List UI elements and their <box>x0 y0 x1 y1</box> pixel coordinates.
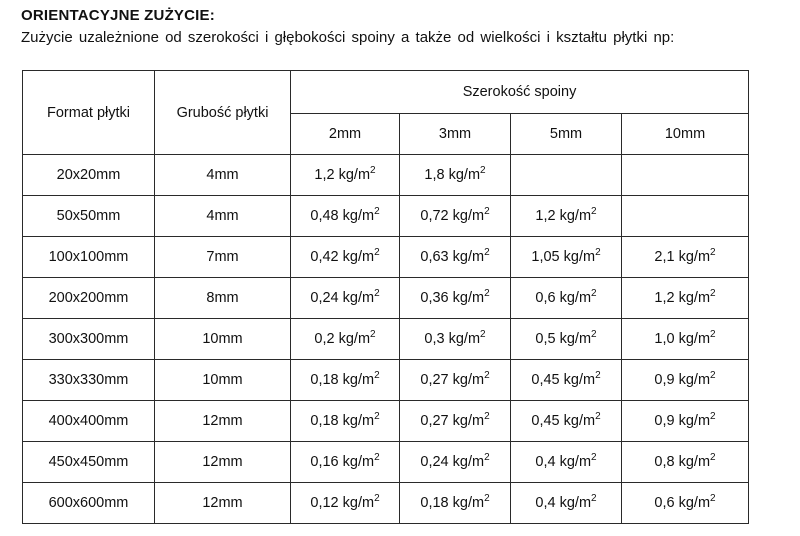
header-width-10mm: 10mm <box>622 114 749 155</box>
cell-consumption <box>291 319 400 360</box>
cell-consumption <box>622 237 749 278</box>
cell-consumption <box>400 319 511 360</box>
consumption-value: 0,18 <box>420 495 449 511</box>
cell-consumption <box>622 196 749 237</box>
cell-consumption <box>511 278 622 319</box>
unit-exponent: 2 <box>374 411 380 422</box>
cell-thickness: 10mm <box>155 360 291 401</box>
cell-format: 100x100mm <box>23 237 155 278</box>
consumption-value: 1,05 <box>531 249 560 265</box>
consumption-value: 0,3 <box>424 331 445 347</box>
consumption-value: 0,24 <box>420 454 449 470</box>
consumption-unit: kg/m <box>338 331 371 347</box>
consumption-value: 1,8 <box>424 167 445 183</box>
consumption-value: 0,12 <box>310 495 339 511</box>
unit-exponent: 2 <box>480 329 486 340</box>
consumption-value: 1,0 <box>654 331 675 347</box>
consumption-value: 0,5 <box>535 331 556 347</box>
consumption-unit: kg/m <box>452 413 485 429</box>
page-subtitle: Zużycie uzależnione od szerokości i głębokości spoiny a także od wielkości i kształtu płytki np: <box>21 29 675 46</box>
cell-consumption <box>400 155 511 196</box>
cell-consumption <box>291 237 400 278</box>
consumption-value: 0,9 <box>654 372 675 388</box>
cell-consumption <box>622 319 749 360</box>
cell-thickness: 12mm <box>155 442 291 483</box>
header-width-5mm: 5mm <box>511 114 622 155</box>
cell-format: 50x50mm <box>23 196 155 237</box>
table-row <box>23 483 749 524</box>
cell-consumption <box>511 237 622 278</box>
consumption-value: 0,8 <box>654 454 675 470</box>
unit-exponent: 2 <box>591 206 597 217</box>
consumption-unit: kg/m <box>342 249 375 265</box>
consumption-value: 0,63 <box>420 249 449 265</box>
cell-format: 20x20mm <box>23 155 155 196</box>
consumption-unit: kg/m <box>678 413 711 429</box>
cell-thickness: 12mm <box>155 401 291 442</box>
consumption-unit: kg/m <box>342 372 375 388</box>
consumption-unit: kg/m <box>448 331 481 347</box>
consumption-value: 0,36 <box>420 290 449 306</box>
cell-consumption <box>622 401 749 442</box>
consumption-value: 0,4 <box>535 495 556 511</box>
consumption-value: 0,9 <box>654 413 675 429</box>
consumption-unit: kg/m <box>338 167 371 183</box>
consumption-unit: kg/m <box>678 454 711 470</box>
consumption-value: 0,6 <box>535 290 556 306</box>
consumption-unit: kg/m <box>452 208 485 224</box>
consumption-unit: kg/m <box>563 249 596 265</box>
header-width-2mm: 2mm <box>291 114 400 155</box>
consumption-unit: kg/m <box>452 454 485 470</box>
consumption-unit: kg/m <box>559 454 592 470</box>
consumption-unit: kg/m <box>678 331 711 347</box>
consumption-unit: kg/m <box>559 331 592 347</box>
cell-consumption <box>400 483 511 524</box>
cell-consumption <box>511 155 622 196</box>
consumption-unit: kg/m <box>452 249 485 265</box>
unit-exponent: 2 <box>710 288 716 299</box>
cell-consumption <box>622 155 749 196</box>
cell-consumption <box>291 155 400 196</box>
unit-exponent: 2 <box>595 370 601 381</box>
consumption-value: 0,24 <box>310 290 339 306</box>
cell-consumption <box>511 442 622 483</box>
consumption-unit: kg/m <box>559 495 592 511</box>
cell-thickness: 7mm <box>155 237 291 278</box>
unit-exponent: 2 <box>374 452 380 463</box>
cell-consumption <box>291 360 400 401</box>
cell-format: 600x600mm <box>23 483 155 524</box>
table-row <box>23 237 749 278</box>
table-row <box>23 278 749 319</box>
consumption-value: 0,45 <box>531 413 560 429</box>
consumption-value: 0,16 <box>310 454 339 470</box>
header-joint-width-group: Szerokość spoiny <box>291 71 749 114</box>
table-body <box>23 155 749 524</box>
cell-thickness: 4mm <box>155 196 291 237</box>
unit-exponent: 2 <box>591 452 597 463</box>
consumption-value: 1,2 <box>654 290 675 306</box>
unit-exponent: 2 <box>591 493 597 504</box>
consumption-value: 0,48 <box>310 208 339 224</box>
consumption-unit: kg/m <box>563 372 596 388</box>
cell-consumption <box>511 401 622 442</box>
unit-exponent: 2 <box>591 329 597 340</box>
consumption-value: 1,2 <box>314 167 335 183</box>
cell-thickness: 8mm <box>155 278 291 319</box>
cell-consumption <box>400 196 511 237</box>
cell-consumption <box>622 278 749 319</box>
consumption-value: 0,4 <box>535 454 556 470</box>
consumption-unit: kg/m <box>342 454 375 470</box>
cell-consumption <box>400 237 511 278</box>
unit-exponent: 2 <box>484 493 490 504</box>
table-row <box>23 155 749 196</box>
consumption-unit: kg/m <box>678 290 711 306</box>
cell-thickness: 12mm <box>155 483 291 524</box>
unit-exponent: 2 <box>374 493 380 504</box>
cell-consumption <box>511 483 622 524</box>
consumption-unit: kg/m <box>342 495 375 511</box>
cell-consumption <box>291 278 400 319</box>
consumption-value: 0,27 <box>420 413 449 429</box>
cell-consumption <box>291 483 400 524</box>
consumption-unit: kg/m <box>559 208 592 224</box>
cell-consumption <box>291 442 400 483</box>
consumption-value: 0,45 <box>531 372 560 388</box>
consumption-value: 0,72 <box>420 208 449 224</box>
header-width-3mm: 3mm <box>400 114 511 155</box>
consumption-unit: kg/m <box>342 413 375 429</box>
consumption-unit: kg/m <box>452 495 485 511</box>
cell-consumption <box>622 483 749 524</box>
consumption-unit: kg/m <box>448 167 481 183</box>
cell-consumption <box>291 196 400 237</box>
unit-exponent: 2 <box>484 288 490 299</box>
unit-exponent: 2 <box>484 370 490 381</box>
unit-exponent: 2 <box>591 288 597 299</box>
table-row <box>23 360 749 401</box>
consumption-value: 0,42 <box>310 249 339 265</box>
consumption-value: 1,2 <box>535 208 556 224</box>
table-row <box>23 319 749 360</box>
cell-format: 200x200mm <box>23 278 155 319</box>
unit-exponent: 2 <box>370 165 376 176</box>
cell-consumption <box>291 401 400 442</box>
consumption-unit: kg/m <box>559 290 592 306</box>
unit-exponent: 2 <box>370 329 376 340</box>
unit-exponent: 2 <box>710 493 716 504</box>
cell-format: 300x300mm <box>23 319 155 360</box>
unit-exponent: 2 <box>374 370 380 381</box>
consumption-table <box>22 70 749 524</box>
cell-consumption <box>622 442 749 483</box>
unit-exponent: 2 <box>374 247 380 258</box>
cell-format: 400x400mm <box>23 401 155 442</box>
unit-exponent: 2 <box>480 165 486 176</box>
unit-exponent: 2 <box>710 329 716 340</box>
unit-exponent: 2 <box>710 452 716 463</box>
table-row <box>23 401 749 442</box>
consumption-unit: kg/m <box>452 372 485 388</box>
table-row <box>23 196 749 237</box>
page-title: ORIENTACYJNE ZUŻYCIE: <box>21 7 215 24</box>
cell-consumption <box>511 196 622 237</box>
header-thickness: Grubość płytki <box>155 71 291 155</box>
consumption-unit: kg/m <box>452 290 485 306</box>
consumption-unit: kg/m <box>563 413 596 429</box>
unit-exponent: 2 <box>374 288 380 299</box>
consumption-unit: kg/m <box>678 249 711 265</box>
unit-exponent: 2 <box>710 370 716 381</box>
cell-thickness: 4mm <box>155 155 291 196</box>
consumption-value: 0,27 <box>420 372 449 388</box>
unit-exponent: 2 <box>595 411 601 422</box>
cell-consumption <box>511 319 622 360</box>
unit-exponent: 2 <box>710 411 716 422</box>
table-row <box>23 442 749 483</box>
unit-exponent: 2 <box>374 206 380 217</box>
consumption-value: 0,6 <box>654 495 675 511</box>
unit-exponent: 2 <box>484 452 490 463</box>
unit-exponent: 2 <box>484 247 490 258</box>
unit-exponent: 2 <box>710 247 716 258</box>
consumption-unit: kg/m <box>342 290 375 306</box>
cell-consumption <box>400 401 511 442</box>
unit-exponent: 2 <box>484 206 490 217</box>
cell-consumption <box>511 360 622 401</box>
unit-exponent: 2 <box>484 411 490 422</box>
cell-thickness: 10mm <box>155 319 291 360</box>
cell-format: 330x330mm <box>23 360 155 401</box>
consumption-value: 0,18 <box>310 413 339 429</box>
cell-consumption <box>400 360 511 401</box>
consumption-unit: kg/m <box>678 495 711 511</box>
cell-consumption <box>400 442 511 483</box>
consumption-value: 0,2 <box>314 331 335 347</box>
consumption-value: 0,18 <box>310 372 339 388</box>
consumption-value: 2,1 <box>654 249 675 265</box>
cell-format: 450x450mm <box>23 442 155 483</box>
consumption-unit: kg/m <box>342 208 375 224</box>
header-format: Format płytki <box>23 71 155 155</box>
cell-consumption <box>622 360 749 401</box>
unit-exponent: 2 <box>595 247 601 258</box>
consumption-unit: kg/m <box>678 372 711 388</box>
cell-consumption <box>400 278 511 319</box>
